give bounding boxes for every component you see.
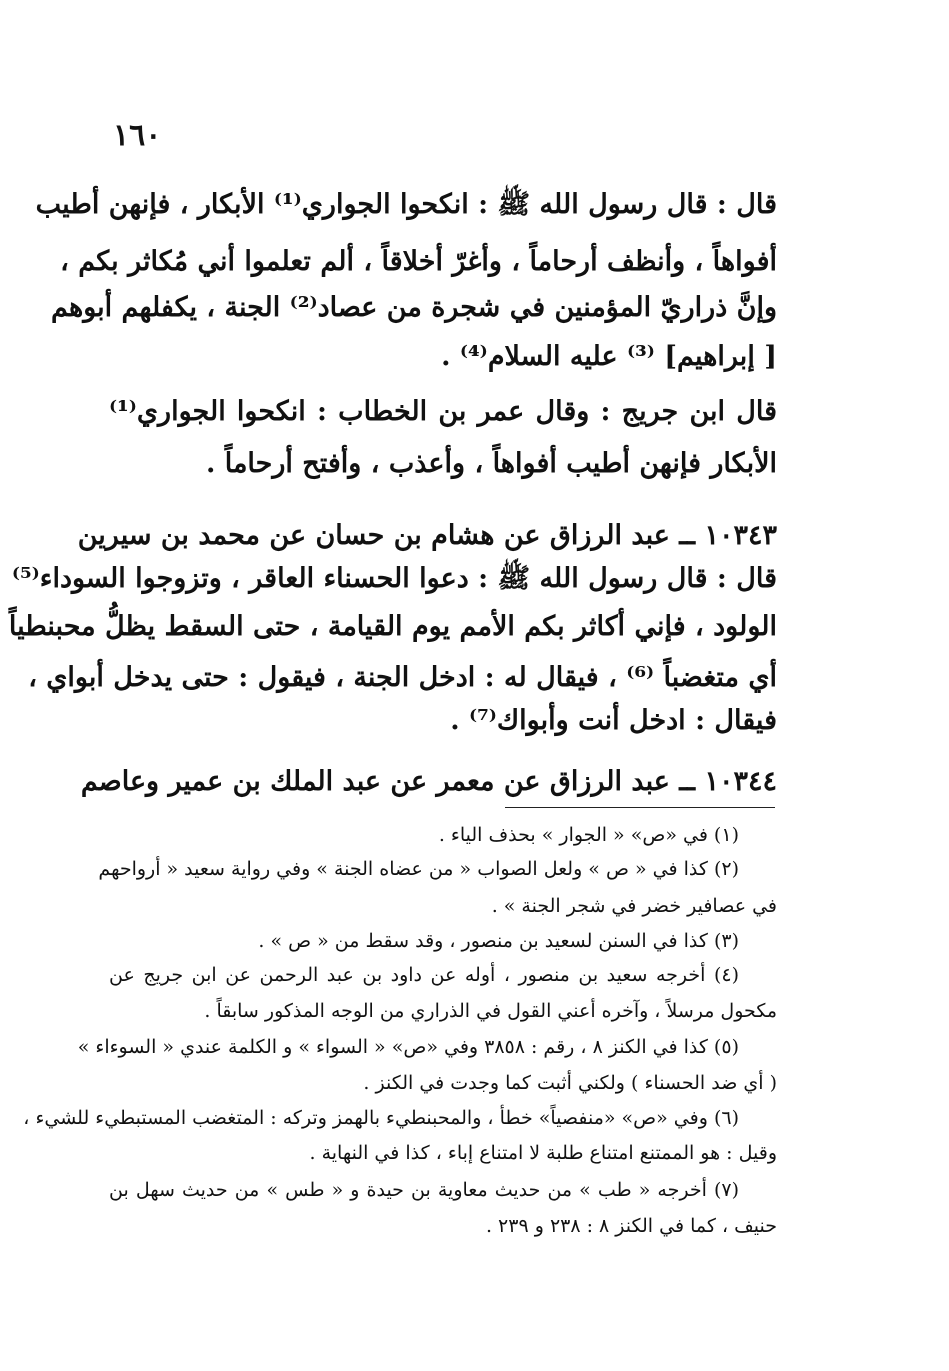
footnote-line: (٧) أخرجه « طب » من حديث معاوية بن حيدة و « طس » من حديث سهل بن bbox=[109, 1179, 739, 1201]
footnote-line: (٥) كذا في الكنز ٨ ، رقم : ٣٨٥٨ وفي «ص» « السواء » و الكلمة عندي « السوءاء » bbox=[77, 1036, 739, 1058]
text-line: وإنَّ ذراريّ المؤمنين في شجرة من عصاد⁽²⁾ الجنة ، يكفلهم أبوهم bbox=[50, 292, 777, 323]
footnote-line: (٦) وفي «ص» «منفصياً» خطأ ، والمحبنطيء بالهمز وتركه : المتغضب المستبطيء للشيء ، bbox=[23, 1107, 739, 1129]
footnote-line: ( أي ضد الحسناء ) ولكني أثبت كما وجدت في الكنز . bbox=[363, 1072, 777, 1094]
text-line: قال : قال رسول الله ﷺ : دعوا الحسناء العاقر ، وتزوجوا السوداء⁽⁵⁾ bbox=[11, 563, 777, 594]
footnote-line: (٢) كذا في « ص » ولعل الصواب « من عضاه الجنة » وفي رواية سعيد « أرواحهم bbox=[98, 858, 739, 880]
footnote-line: (٣) كذا في السنن لسعيد بن منصور ، وقد سقط من « ص » . bbox=[258, 930, 739, 952]
text-line: [ إبراهيم] ⁽³⁾ عليه السلام⁽⁴⁾ . bbox=[441, 341, 777, 372]
footnote-line: في عصافير خضر في شجر الجنة » . bbox=[491, 895, 777, 917]
footnote-line: وقيل : هو الممتنع امتناع طلبة لا امتناع إباء ، كذا في النهاية . bbox=[309, 1142, 777, 1164]
footnote-line: (١) في «ص» « الجوار » بحذف الياء . bbox=[438, 824, 739, 846]
text-line: أي متغضباً ⁽⁶⁾ ، فيقال له : ادخل الجنة ، فيقول : حتى يدخل أبواي ، bbox=[28, 662, 777, 693]
text-line: ١٠٣٤٣ ــ عبد الرزاق عن هشام بن حسان عن محمد بن سيرين bbox=[77, 520, 777, 551]
page-number: ١٦٠ bbox=[113, 118, 162, 153]
text-line: فيقال : ادخل أنت وأبواك⁽⁷⁾ . bbox=[450, 705, 777, 736]
text-line: قال : قال رسول الله ﷺ : انكحوا الجواري⁽¹⁾ الأبكار ، فإنهن أطيب bbox=[35, 189, 777, 220]
text-line: ١٠٣٤٤ ــ عبد الرزاق عن معمر عن عبد الملك بن عمير وعاصم bbox=[80, 766, 777, 797]
text-line: الأبكار فإنهن أطيب أفواهاً ، وأعذب ، وأفتح أرحاماً . bbox=[205, 448, 777, 479]
footnote-line: حنيف ، كما في الكنز ٨ : ٢٣٨ و ٢٣٩ . bbox=[485, 1215, 777, 1237]
footnote-line: مكحول مرسلاً ، وآخره أعني القول في الذراري من الوجه المذكور سابقاً . bbox=[204, 1000, 777, 1022]
text-line: أفواهاً ، وأنظف أرحاماً ، وأغرّ أخلاقاً ، ألم تعلموا أني مُكاثر بكم ، bbox=[60, 246, 777, 277]
footnote-line: (٤) أخرجه سعيد بن منصور ، أوله عن داود بن عبد الرحمن عن ابن جريج عن bbox=[109, 964, 739, 986]
footnote-divider bbox=[505, 807, 775, 808]
text-line: قال ابن جريج : وقال عمر بن الخطاب : انكحوا الجواري⁽¹⁾ bbox=[109, 396, 777, 427]
text-line: الولود ، فإني أكاثر بكم الأمم يوم القيامة ، حتى السقط يظلُّ محبنطياً bbox=[8, 611, 777, 642]
